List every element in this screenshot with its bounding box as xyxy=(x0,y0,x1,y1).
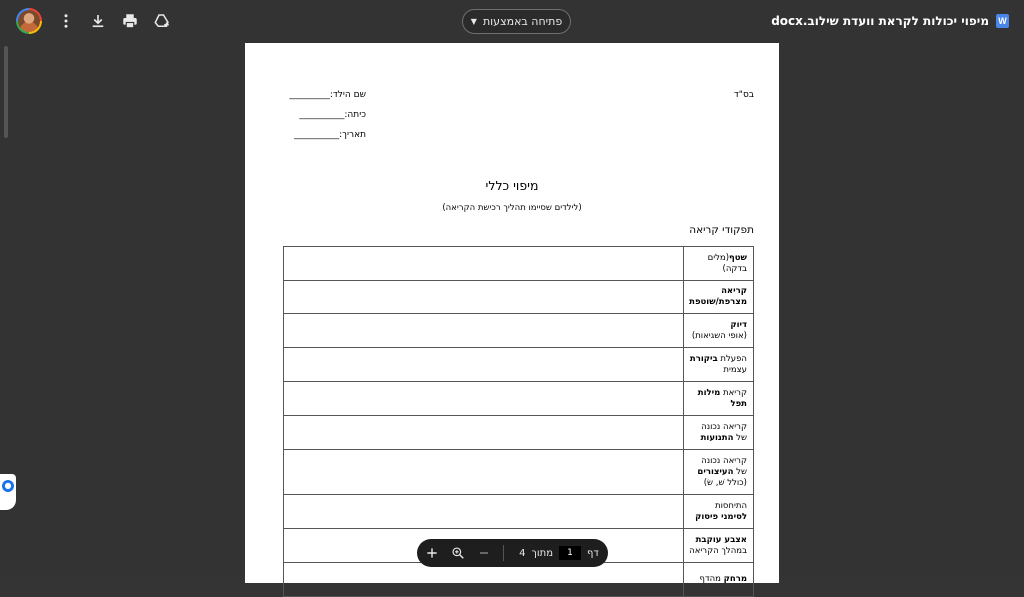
plus-icon xyxy=(425,546,439,560)
section-heading: תפקודי קריאה xyxy=(689,224,754,236)
row-value-cell xyxy=(284,281,684,314)
word-file-icon: W xyxy=(996,14,1009,28)
side-panel-tab[interactable] xyxy=(0,474,16,510)
child-name-field: שם הילד:_________ xyxy=(289,90,366,100)
table-row xyxy=(284,281,754,314)
row-label: אצבע עוקבת במהלך הקריאה xyxy=(684,529,754,563)
row-label: דיוק (אופי השגיאות) xyxy=(684,314,754,348)
row-value-cell xyxy=(284,314,684,348)
table-row xyxy=(284,314,754,348)
file-title xyxy=(771,12,1009,30)
open-with-label: פתיחה באמצעות xyxy=(482,15,563,28)
row-label: קריאת מילות תפל xyxy=(684,382,754,416)
document-page xyxy=(245,43,779,583)
current-page-input[interactable] xyxy=(559,546,581,560)
caret-down-icon: ▼ xyxy=(470,17,477,26)
zoom-out-button[interactable] xyxy=(471,539,497,567)
table-row xyxy=(284,348,754,382)
row-value-cell xyxy=(284,450,684,495)
document-subtitle: (לילדים שסיימו תהליך רכישת הקריאה) xyxy=(442,203,582,213)
row-value-cell xyxy=(284,348,684,382)
row-label: קריאה נכונה של התנועות xyxy=(684,416,754,450)
row-label: התיחסות לסימני פיסוק xyxy=(684,495,754,529)
top-bar xyxy=(0,0,1024,42)
zoom-in-button[interactable] xyxy=(445,539,471,567)
row-value-cell xyxy=(284,563,684,597)
table-row xyxy=(284,563,754,597)
print-button[interactable] xyxy=(118,9,142,33)
user-avatar[interactable] xyxy=(16,8,42,34)
table-row xyxy=(284,247,754,281)
download-button[interactable] xyxy=(86,9,110,33)
of-label: מתוך xyxy=(531,547,553,559)
page-zoom-toolbar xyxy=(417,539,608,567)
row-label: הפעלת ביקורת עצמית xyxy=(684,348,754,382)
document-title: מיפוי כללי xyxy=(485,178,539,193)
table-row xyxy=(284,450,754,495)
row-label: מרחק מהדף xyxy=(684,563,754,597)
class-field: כיתה:__________ xyxy=(299,110,366,120)
row-label: קריאה נכונה של העיצורים (כולל שׁ, שׂ) xyxy=(684,450,754,495)
page-indicator xyxy=(510,546,608,560)
total-pages: 4 xyxy=(519,547,526,559)
row-label: שטף(מלים בדקה) xyxy=(684,247,754,281)
file-name: מיפוי יכולות לקראת וועדת שילוב.docx xyxy=(771,14,989,28)
row-value-cell xyxy=(284,247,684,281)
zoom-out-icon xyxy=(477,546,491,560)
row-label: קריאה מצרפת/שוטפת xyxy=(684,281,754,314)
row-value-cell xyxy=(284,495,684,529)
print-icon xyxy=(121,12,139,30)
add-to-drive-icon xyxy=(153,12,171,30)
toolbar-divider xyxy=(503,545,504,561)
more-options-button[interactable] xyxy=(54,9,78,33)
table-row xyxy=(284,416,754,450)
row-value-cell xyxy=(284,382,684,416)
more-vert-icon xyxy=(57,12,75,30)
zoom-in-icon xyxy=(451,546,465,560)
page-label: דף xyxy=(587,547,599,559)
chat-bubble-icon: ● xyxy=(2,480,14,492)
add-to-drive-button[interactable] xyxy=(150,9,174,33)
download-icon xyxy=(89,12,107,30)
date-field: תאריך:__________ xyxy=(294,130,366,140)
add-button[interactable] xyxy=(419,539,445,567)
table-row xyxy=(284,382,754,416)
header-bsd: בס"ד xyxy=(733,90,754,100)
table-row xyxy=(284,495,754,529)
open-with-button[interactable] xyxy=(462,9,571,34)
row-value-cell xyxy=(284,416,684,450)
avatar-image xyxy=(18,10,40,32)
scrollbar-thumb[interactable] xyxy=(4,46,8,138)
